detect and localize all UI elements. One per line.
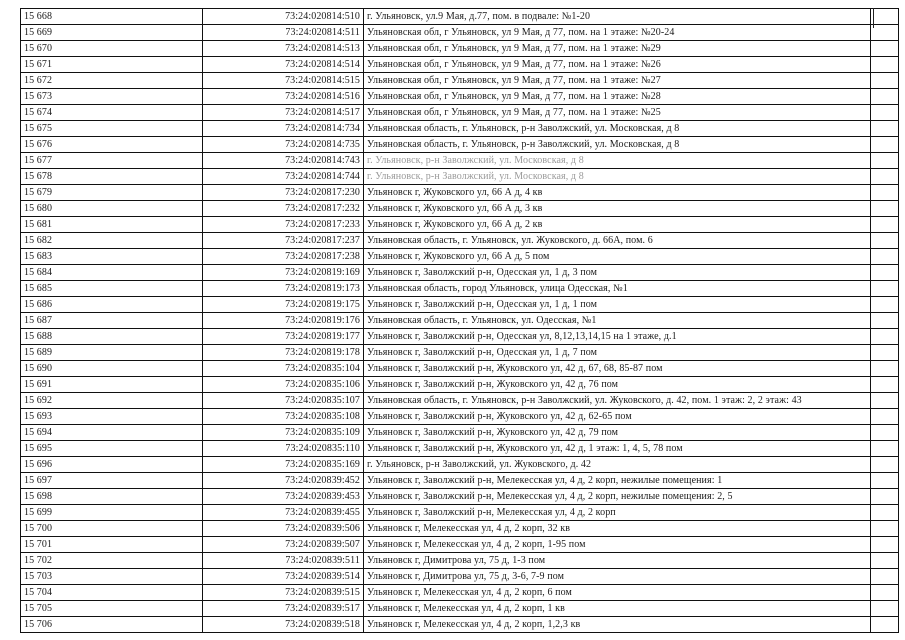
address-cell: г. Ульяновск, р-н Заволжский, ул. Жуковского, д. 42 xyxy=(364,457,871,473)
row-number-cell: 15 681 xyxy=(21,217,203,233)
cadastral-number-cell: 73:24:020819:173 xyxy=(203,281,364,297)
address-cell: Ульяновск г, Заволжский р-н, Одесская ул, 1 д, 1 пом xyxy=(364,297,871,313)
empty-cell xyxy=(871,217,899,233)
cadastral-number-cell: 73:24:020814:517 xyxy=(203,105,364,121)
row-number-cell: 15 700 xyxy=(21,521,203,537)
empty-cell xyxy=(871,201,899,217)
row-number-cell: 15 704 xyxy=(21,585,203,601)
cadastral-number-cell: 73:24:020814:511 xyxy=(203,25,364,41)
row-number-cell: 15 680 xyxy=(21,201,203,217)
address-cell: Ульяновск г, Заволжский р-н, Мелекесская ул, 4 д, 2 корп xyxy=(364,505,871,521)
empty-cell xyxy=(871,361,899,377)
empty-cell xyxy=(871,505,899,521)
address-cell: Ульяновск г, Заволжский р-н, Мелекесская ул, 4 д, 2 корп, нежилые помещения: 2, 5 xyxy=(364,489,871,505)
address-cell: Ульяновск г, Жуковского ул, 66 А д, 4 кв xyxy=(364,185,871,201)
cadastral-number-cell: 73:24:020835:104 xyxy=(203,361,364,377)
row-number-cell: 15 683 xyxy=(21,249,203,265)
empty-cell xyxy=(871,457,899,473)
row-number-cell: 15 672 xyxy=(21,73,203,89)
address-cell: Ульяновск г, Димитрова ул, 75 д, 3-6, 7-9 пом xyxy=(364,569,871,585)
cadastral-number-cell: 73:24:020819:169 xyxy=(203,265,364,281)
row-number-cell: 15 678 xyxy=(21,169,203,185)
address-cell: Ульяновск г, Заволжский р-н, Мелекесская ул, 4 д, 2 корп, нежилые помещения: 1 xyxy=(364,473,871,489)
cadastral-number-cell: 73:24:020835:106 xyxy=(203,377,364,393)
empty-cell xyxy=(871,73,899,89)
cadastral-number-cell: 73:24:020817:230 xyxy=(203,185,364,201)
row-number-cell: 15 673 xyxy=(21,89,203,105)
row-number-cell: 15 701 xyxy=(21,537,203,553)
row-number-cell: 15 674 xyxy=(21,105,203,121)
table-row xyxy=(21,489,899,505)
address-cell: Ульяновск г, Мелекесская ул, 4 д, 2 корп, 32 кв xyxy=(364,521,871,537)
empty-cell xyxy=(871,489,899,505)
address-cell: г. Ульяновск, р-н Заволжский, ул. Московская, д 8 xyxy=(364,153,871,169)
empty-cell xyxy=(871,553,899,569)
empty-cell xyxy=(871,329,899,345)
cadastral-number-cell: 73:24:020839:506 xyxy=(203,521,364,537)
row-number-cell: 15 698 xyxy=(21,489,203,505)
row-number-cell: 15 685 xyxy=(21,281,203,297)
empty-cell xyxy=(871,585,899,601)
table-row xyxy=(21,441,899,457)
empty-cell xyxy=(871,393,899,409)
table-row xyxy=(21,521,899,537)
row-number-cell: 15 676 xyxy=(21,137,203,153)
empty-cell xyxy=(871,521,899,537)
row-number-cell: 15 684 xyxy=(21,265,203,281)
cadastral-number-cell: 73:24:020839:452 xyxy=(203,473,364,489)
address-cell: Ульяновск г, Мелекесская ул, 4 д, 2 корп, 1-95 пом xyxy=(364,537,871,553)
empty-cell xyxy=(871,169,899,185)
empty-cell xyxy=(871,345,899,361)
address-cell: г. Ульяновск, р-н Заволжский, ул. Московская, д 8 xyxy=(364,169,871,185)
empty-cell xyxy=(871,41,899,57)
empty-cell xyxy=(871,473,899,489)
row-number-cell: 15 668 xyxy=(21,9,203,25)
table-row xyxy=(21,329,899,345)
address-cell: Ульяновская обл, г Ульяновск, ул 9 Мая, д 77, пом. на 1 этаже: №20-24 xyxy=(364,25,871,41)
row-number-cell: 15 671 xyxy=(21,57,203,73)
address-cell: Ульяновск г, Мелекесская ул, 4 д, 2 корп, 6 пом xyxy=(364,585,871,601)
address-cell: Ульяновская область, г. Ульяновск, р-н Заволжский, ул. Московская, д 8 xyxy=(364,121,871,137)
table-row xyxy=(21,105,899,121)
address-cell: Ульяновск г, Мелекесская ул, 4 д, 2 корп, 1 кв xyxy=(364,601,871,617)
document-page xyxy=(20,8,870,633)
row-number-cell: 15 696 xyxy=(21,457,203,473)
cadastral-number-cell: 73:24:020814:510 xyxy=(203,9,364,25)
cadastral-number-cell: 73:24:020817:233 xyxy=(203,217,364,233)
row-number-cell: 15 677 xyxy=(21,153,203,169)
empty-cell xyxy=(871,137,899,153)
address-cell: Ульяновск г, Заволжский р-н, Жуковского ул, 42 д, 62-65 пом xyxy=(364,409,871,425)
table-row xyxy=(21,313,899,329)
registry-table-body xyxy=(21,9,899,633)
table-row xyxy=(21,249,899,265)
table-row xyxy=(21,73,899,89)
empty-cell xyxy=(871,409,899,425)
address-cell: Ульяновск г, Жуковского ул, 66 А д, 2 кв xyxy=(364,217,871,233)
row-number-cell: 15 703 xyxy=(21,569,203,585)
row-number-cell: 15 670 xyxy=(21,41,203,57)
address-cell: Ульяновская область, город Ульяновск, улица Одесская, №1 xyxy=(364,281,871,297)
empty-cell xyxy=(871,281,899,297)
cadastral-number-cell: 73:24:020819:177 xyxy=(203,329,364,345)
row-number-cell: 15 706 xyxy=(21,617,203,633)
cadastral-number-cell: 73:24:020835:109 xyxy=(203,425,364,441)
row-number-cell: 15 675 xyxy=(21,121,203,137)
row-number-cell: 15 690 xyxy=(21,361,203,377)
table-row xyxy=(21,537,899,553)
empty-cell xyxy=(871,425,899,441)
row-number-cell: 15 697 xyxy=(21,473,203,489)
empty-cell xyxy=(871,153,899,169)
empty-cell xyxy=(871,569,899,585)
table-row xyxy=(21,169,899,185)
address-cell: Ульяновск г, Заволжский р-н, Жуковского ул, 42 д, 76 пом xyxy=(364,377,871,393)
table-row xyxy=(21,121,899,137)
address-cell: Ульяновск г, Заволжский р-н, Одесская ул, 8,12,13,14,15 на 1 этаже, д.1 xyxy=(364,329,871,345)
address-cell: Ульяновск г, Жуковского ул, 66 А д, 3 кв xyxy=(364,201,871,217)
cadastral-number-cell: 73:24:020814:515 xyxy=(203,73,364,89)
empty-cell xyxy=(871,233,899,249)
cadastral-number-cell: 73:24:020839:455 xyxy=(203,505,364,521)
empty-cell xyxy=(871,441,899,457)
address-cell: Ульяновск г, Заволжский р-н, Одесская ул, 1 д, 3 пом xyxy=(364,265,871,281)
table-row xyxy=(21,585,899,601)
page-edge-line xyxy=(873,8,874,28)
cadastral-number-cell: 73:24:020814:743 xyxy=(203,153,364,169)
cadastral-number-cell: 73:24:020835:107 xyxy=(203,393,364,409)
table-row xyxy=(21,393,899,409)
table-row xyxy=(21,377,899,393)
table-row xyxy=(21,153,899,169)
table-row xyxy=(21,233,899,249)
table-row xyxy=(21,201,899,217)
table-row xyxy=(21,569,899,585)
empty-cell xyxy=(871,185,899,201)
address-cell: Ульяновск г, Заволжский р-н, Жуковского ул, 42 д, 1 этаж: 1, 4, 5, 78 пом xyxy=(364,441,871,457)
address-cell: Ульяновская обл, г Ульяновск, ул 9 Мая, д 77, пом. на 1 этаже: №25 xyxy=(364,105,871,121)
address-cell: Ульяновская область, г. Ульяновск, р-н Заволжский, ул. Жуковского, д. 42, пом. 1 этаж: 2, 2 этаж: 43 xyxy=(364,393,871,409)
empty-cell xyxy=(871,537,899,553)
cadastral-number-cell: 73:24:020817:237 xyxy=(203,233,364,249)
empty-cell xyxy=(871,297,899,313)
address-cell: г. Ульяновск, ул.9 Мая, д.77, пом. в подвале: №1-20 xyxy=(364,9,871,25)
cadastral-number-cell: 73:24:020839:514 xyxy=(203,569,364,585)
table-row xyxy=(21,473,899,489)
cadastral-number-cell: 73:24:020814:735 xyxy=(203,137,364,153)
cadastral-number-cell: 73:24:020814:513 xyxy=(203,41,364,57)
table-row xyxy=(21,25,899,41)
row-number-cell: 15 692 xyxy=(21,393,203,409)
address-cell: Ульяновская обл, г Ульяновск, ул 9 Мая, д 77, пом. на 1 этаже: №27 xyxy=(364,73,871,89)
row-number-cell: 15 699 xyxy=(21,505,203,521)
empty-cell xyxy=(871,617,899,633)
address-cell: Ульяновская обл, г Ульяновск, ул 9 Мая, д 77, пом. на 1 этаже: №28 xyxy=(364,89,871,105)
table-row xyxy=(21,9,899,25)
table-row xyxy=(21,505,899,521)
empty-cell xyxy=(871,57,899,73)
cadastral-number-cell: 73:24:020814:514 xyxy=(203,57,364,73)
cadastral-number-cell: 73:24:020839:511 xyxy=(203,553,364,569)
row-number-cell: 15 689 xyxy=(21,345,203,361)
cadastral-number-cell: 73:24:020814:744 xyxy=(203,169,364,185)
address-cell: Ульяновская область, г. Ульяновск, ул. Жуковского, д. 66А, пом. 6 xyxy=(364,233,871,249)
row-number-cell: 15 686 xyxy=(21,297,203,313)
cadastral-number-cell: 73:24:020835:169 xyxy=(203,457,364,473)
table-row xyxy=(21,425,899,441)
empty-cell xyxy=(871,313,899,329)
cadastral-number-cell: 73:24:020835:110 xyxy=(203,441,364,457)
address-cell: Ульяновск г, Заволжский р-н, Жуковского ул, 42 д, 79 пом xyxy=(364,425,871,441)
address-cell: Ульяновск г, Жуковского ул, 66 А д, 5 пом xyxy=(364,249,871,265)
cadastral-number-cell: 73:24:020839:515 xyxy=(203,585,364,601)
table-row xyxy=(21,553,899,569)
table-row xyxy=(21,217,899,233)
empty-cell xyxy=(871,25,899,41)
row-number-cell: 15 694 xyxy=(21,425,203,441)
row-number-cell: 15 682 xyxy=(21,233,203,249)
table-row xyxy=(21,617,899,633)
table-row xyxy=(21,361,899,377)
empty-cell xyxy=(871,89,899,105)
table-row xyxy=(21,41,899,57)
table-row xyxy=(21,409,899,425)
table-row xyxy=(21,89,899,105)
table-row xyxy=(21,265,899,281)
table-row xyxy=(21,281,899,297)
cadastral-number-cell: 73:24:020819:178 xyxy=(203,345,364,361)
row-number-cell: 15 695 xyxy=(21,441,203,457)
cadastral-number-cell: 73:24:020817:232 xyxy=(203,201,364,217)
row-number-cell: 15 687 xyxy=(21,313,203,329)
cadastral-number-cell: 73:24:020817:238 xyxy=(203,249,364,265)
address-cell: Ульяновск г, Мелекесская ул, 4 д, 2 корп, 1,2,3 кв xyxy=(364,617,871,633)
row-number-cell: 15 691 xyxy=(21,377,203,393)
table-row xyxy=(21,137,899,153)
empty-cell xyxy=(871,9,899,25)
empty-cell xyxy=(871,377,899,393)
address-cell: Ульяновская область, г. Ульяновск, ул. Одесская, №1 xyxy=(364,313,871,329)
empty-cell xyxy=(871,601,899,617)
row-number-cell: 15 688 xyxy=(21,329,203,345)
table-row xyxy=(21,457,899,473)
cadastral-number-cell: 73:24:020839:517 xyxy=(203,601,364,617)
empty-cell xyxy=(871,249,899,265)
cadastral-number-cell: 73:24:020814:734 xyxy=(203,121,364,137)
address-cell: Ульяновск г, Димитрова ул, 75 д, 1-3 пом xyxy=(364,553,871,569)
row-number-cell: 15 702 xyxy=(21,553,203,569)
address-cell: Ульяновская область, г. Ульяновск, р-н Заволжский, ул. Московская, д 8 xyxy=(364,137,871,153)
table-row xyxy=(21,185,899,201)
cadastral-number-cell: 73:24:020819:175 xyxy=(203,297,364,313)
cadastral-number-cell: 73:24:020835:108 xyxy=(203,409,364,425)
address-cell: Ульяновск г, Заволжский р-н, Одесская ул, 1 д, 7 пом xyxy=(364,345,871,361)
table-row xyxy=(21,297,899,313)
empty-cell xyxy=(871,121,899,137)
property-registry-table xyxy=(20,8,899,633)
table-row xyxy=(21,57,899,73)
row-number-cell: 15 693 xyxy=(21,409,203,425)
row-number-cell: 15 705 xyxy=(21,601,203,617)
address-cell: Ульяновская обл, г Ульяновск, ул 9 Мая, д 77, пом. на 1 этаже: №29 xyxy=(364,41,871,57)
cadastral-number-cell: 73:24:020839:453 xyxy=(203,489,364,505)
row-number-cell: 15 679 xyxy=(21,185,203,201)
table-row xyxy=(21,345,899,361)
table-row xyxy=(21,601,899,617)
empty-cell xyxy=(871,265,899,281)
address-cell: Ульяновск г, Заволжский р-н, Жуковского ул, 42 д, 67, 68, 85-87 пом xyxy=(364,361,871,377)
cadastral-number-cell: 73:24:020814:516 xyxy=(203,89,364,105)
row-number-cell: 15 669 xyxy=(21,25,203,41)
address-cell: Ульяновская обл, г Ульяновск, ул 9 Мая, д 77, пом. на 1 этаже: №26 xyxy=(364,57,871,73)
empty-cell xyxy=(871,105,899,121)
cadastral-number-cell: 73:24:020819:176 xyxy=(203,313,364,329)
cadastral-number-cell: 73:24:020839:518 xyxy=(203,617,364,633)
cadastral-number-cell: 73:24:020839:507 xyxy=(203,537,364,553)
